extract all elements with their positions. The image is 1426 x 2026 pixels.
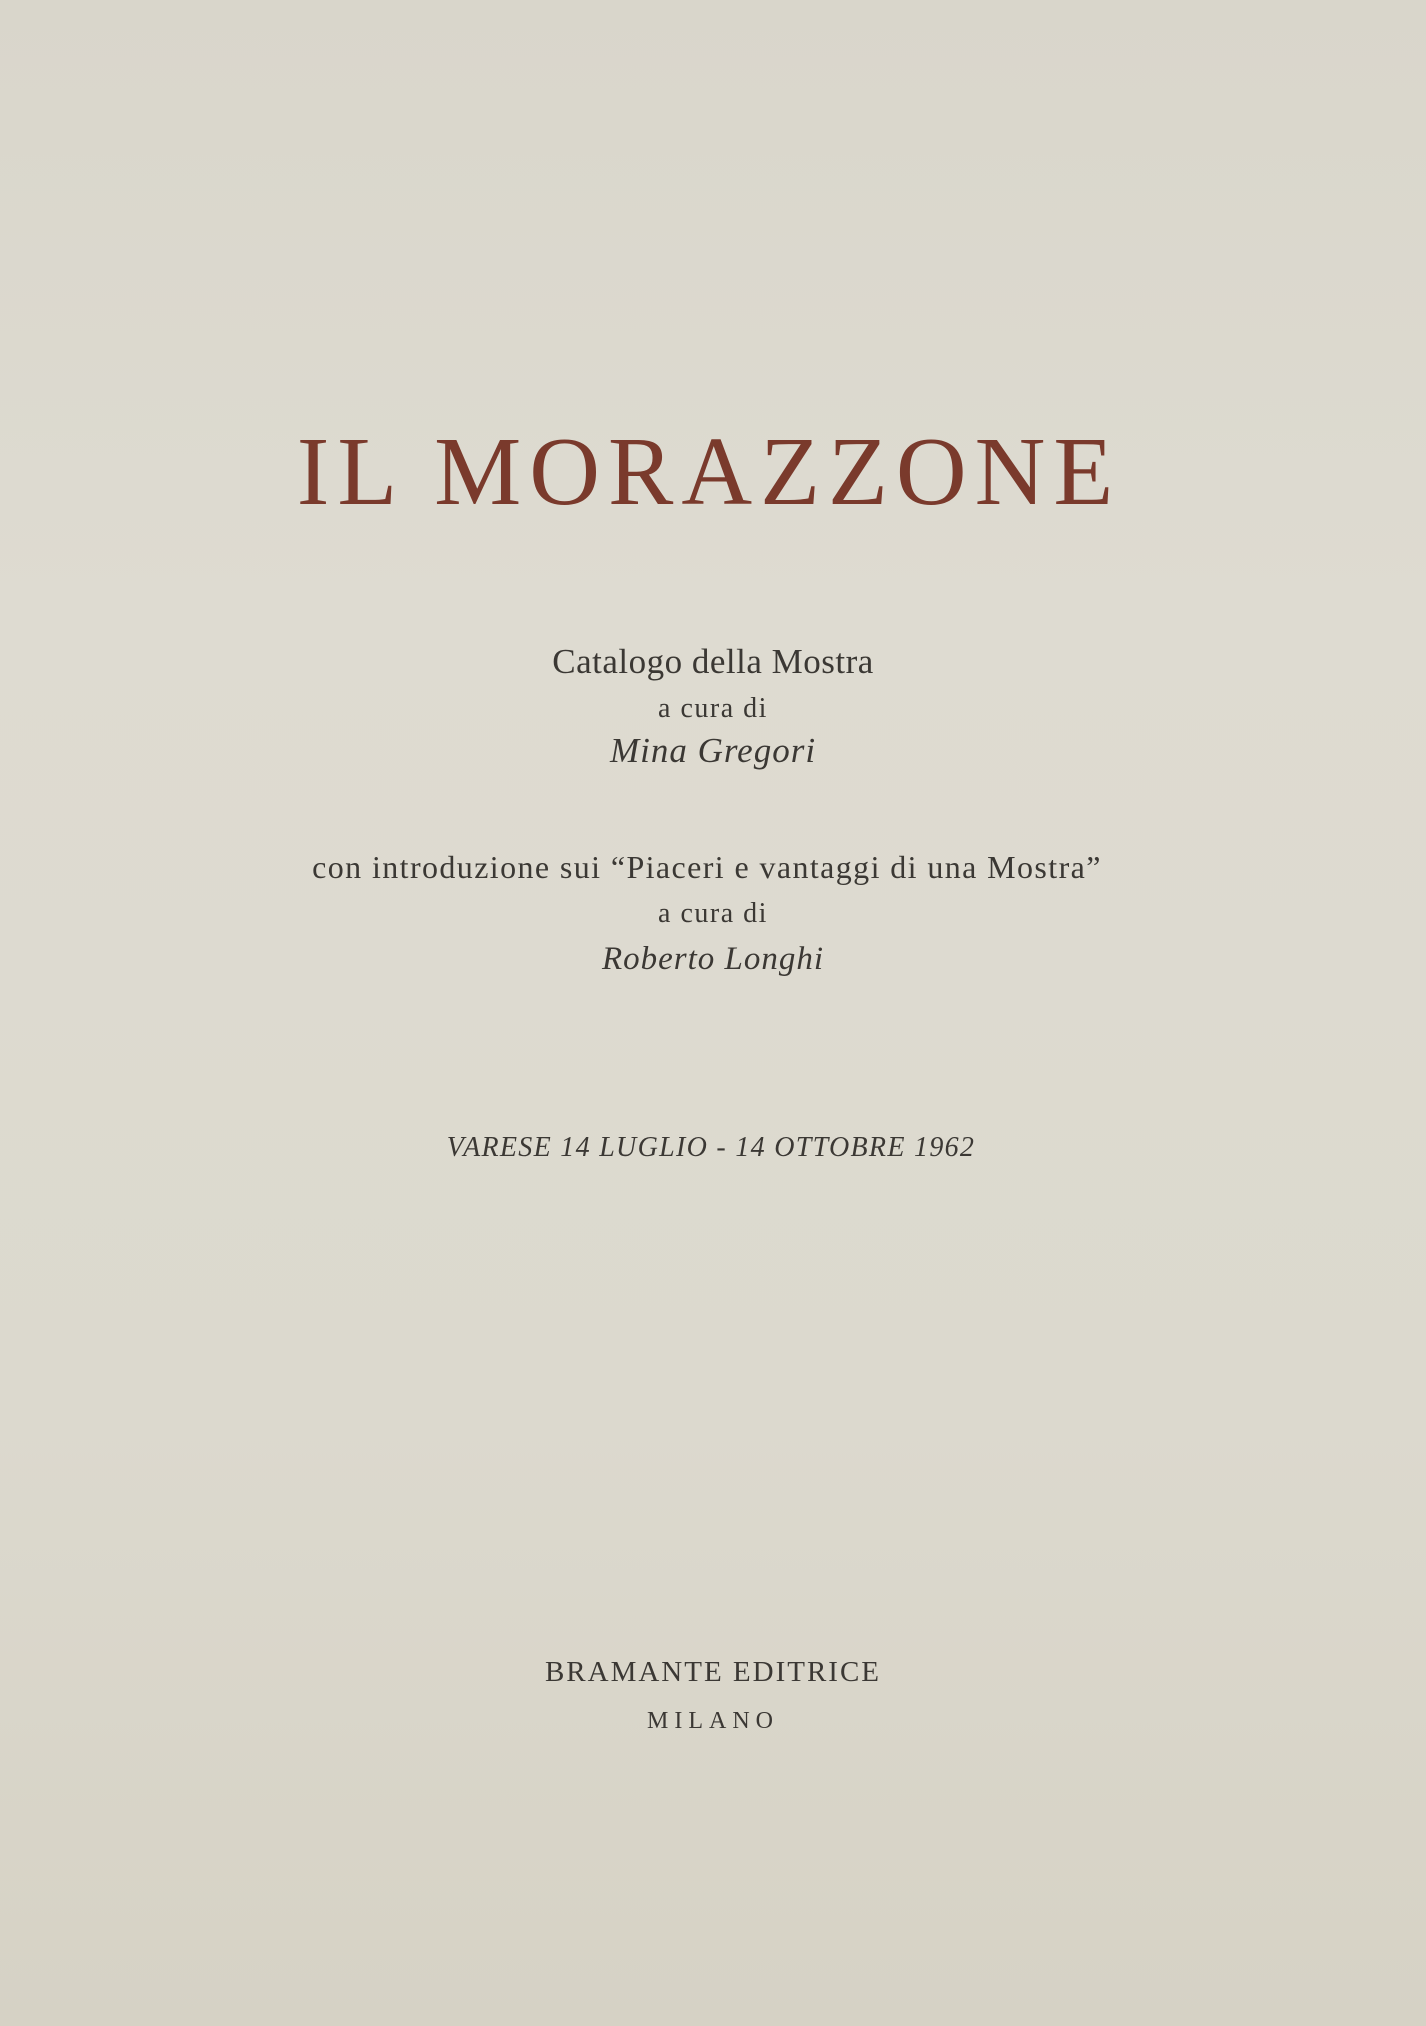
curated-by-label-2: a cura di	[658, 898, 768, 929]
curated-by-label-1: a cura di	[658, 693, 768, 724]
publisher-city: MILANO	[647, 1708, 779, 1734]
book-title: IL MORAZZONE	[296, 418, 1122, 526]
introduction-line: con introduzione sui “Piaceri e vantaggi di una Mostra”	[312, 849, 1102, 885]
publisher-name: BRAMANTE EDITRICE	[544, 1656, 882, 1688]
editor-name-1: Mina Gregori	[609, 731, 817, 770]
catalog-subtitle: Catalogo della Mostra	[552, 642, 874, 681]
exhibition-dates: VARESE 14 LUGLIO - 14 OTTOBRE 1962	[446, 1132, 976, 1163]
editor-name-2: Roberto Longhi	[601, 941, 825, 977]
